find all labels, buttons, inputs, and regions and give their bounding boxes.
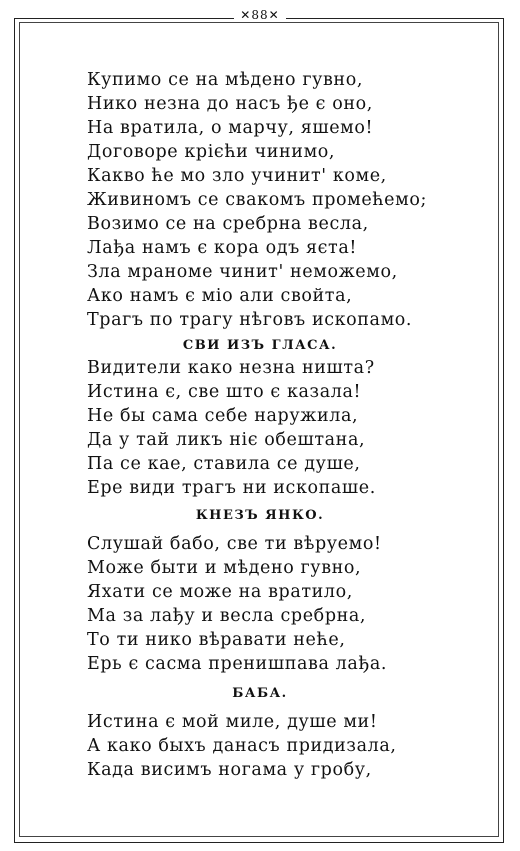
- verse-line: Зла мраноме чинит' неможемо,: [87, 262, 398, 282]
- verse-line: Не бы сама себе наружила,: [87, 406, 359, 426]
- verse-line: Када висимъ ногама у гробу,: [87, 760, 372, 780]
- verse-line: Може быти и мѣдено гувно,: [87, 558, 362, 578]
- verse-line: Истина є, све што є казала!: [87, 382, 362, 402]
- verse-line: Живиномъ се свакомъ промећемо;: [87, 190, 427, 210]
- page-number: ✕88✕: [234, 8, 285, 22]
- verse-line: Договоре крієћи чинимо,: [87, 142, 336, 162]
- verse-line: Лађа намъ є кора одъ яєта!: [87, 238, 357, 258]
- verse-line: Купимо се на мѣдено гувно,: [87, 70, 363, 90]
- verse-line: Да у тай ликъ ніє обештана,: [87, 430, 366, 450]
- verse-line: На вратила, о марчу, яшемо!: [87, 118, 374, 138]
- verse-line: Ерь є сасма пренишпава лађа.: [87, 654, 388, 674]
- verse-line: Ма за лађу и весла сребрна,: [87, 606, 367, 626]
- page-number-value: 88: [251, 8, 269, 22]
- verse-line: Трагъ по трагу нѣговъ ископамо.: [87, 310, 413, 330]
- verse-line: Видители како незна ништа?: [87, 358, 375, 378]
- page-number-header: [0, 6, 520, 24]
- speaker-heading: КНЕЗЪ ЯНКО.: [195, 508, 325, 523]
- verse-line: Какво ће мо зло учинит' коме,: [87, 166, 387, 186]
- speaker-heading: БАБА.: [232, 686, 288, 701]
- verse-line: То ти нико вѣравати неће,: [87, 630, 346, 650]
- verse-line: Истина є мой миле, душе ми!: [87, 712, 378, 732]
- verse-line: Ако намъ є міо али свойта,: [87, 286, 353, 306]
- speaker-heading: СВИ ИЗЪ ГЛАСА.: [182, 338, 338, 353]
- verse-line: Нико незна до насъ ђе є оно,: [87, 94, 373, 114]
- verse-line: А како быхъ данасъ придизала,: [87, 736, 397, 756]
- verse-line: Па се кае, ставила се душе,: [87, 454, 361, 474]
- verse-line: Возимо се на сребрна весла,: [87, 214, 369, 234]
- verse-line: Ере види трагъ ни ископаше.: [87, 478, 376, 498]
- verse-line: Яхати се може на вратило,: [87, 582, 353, 602]
- verse-line: Слушай бабо, све ти вѣруемо!: [87, 534, 382, 554]
